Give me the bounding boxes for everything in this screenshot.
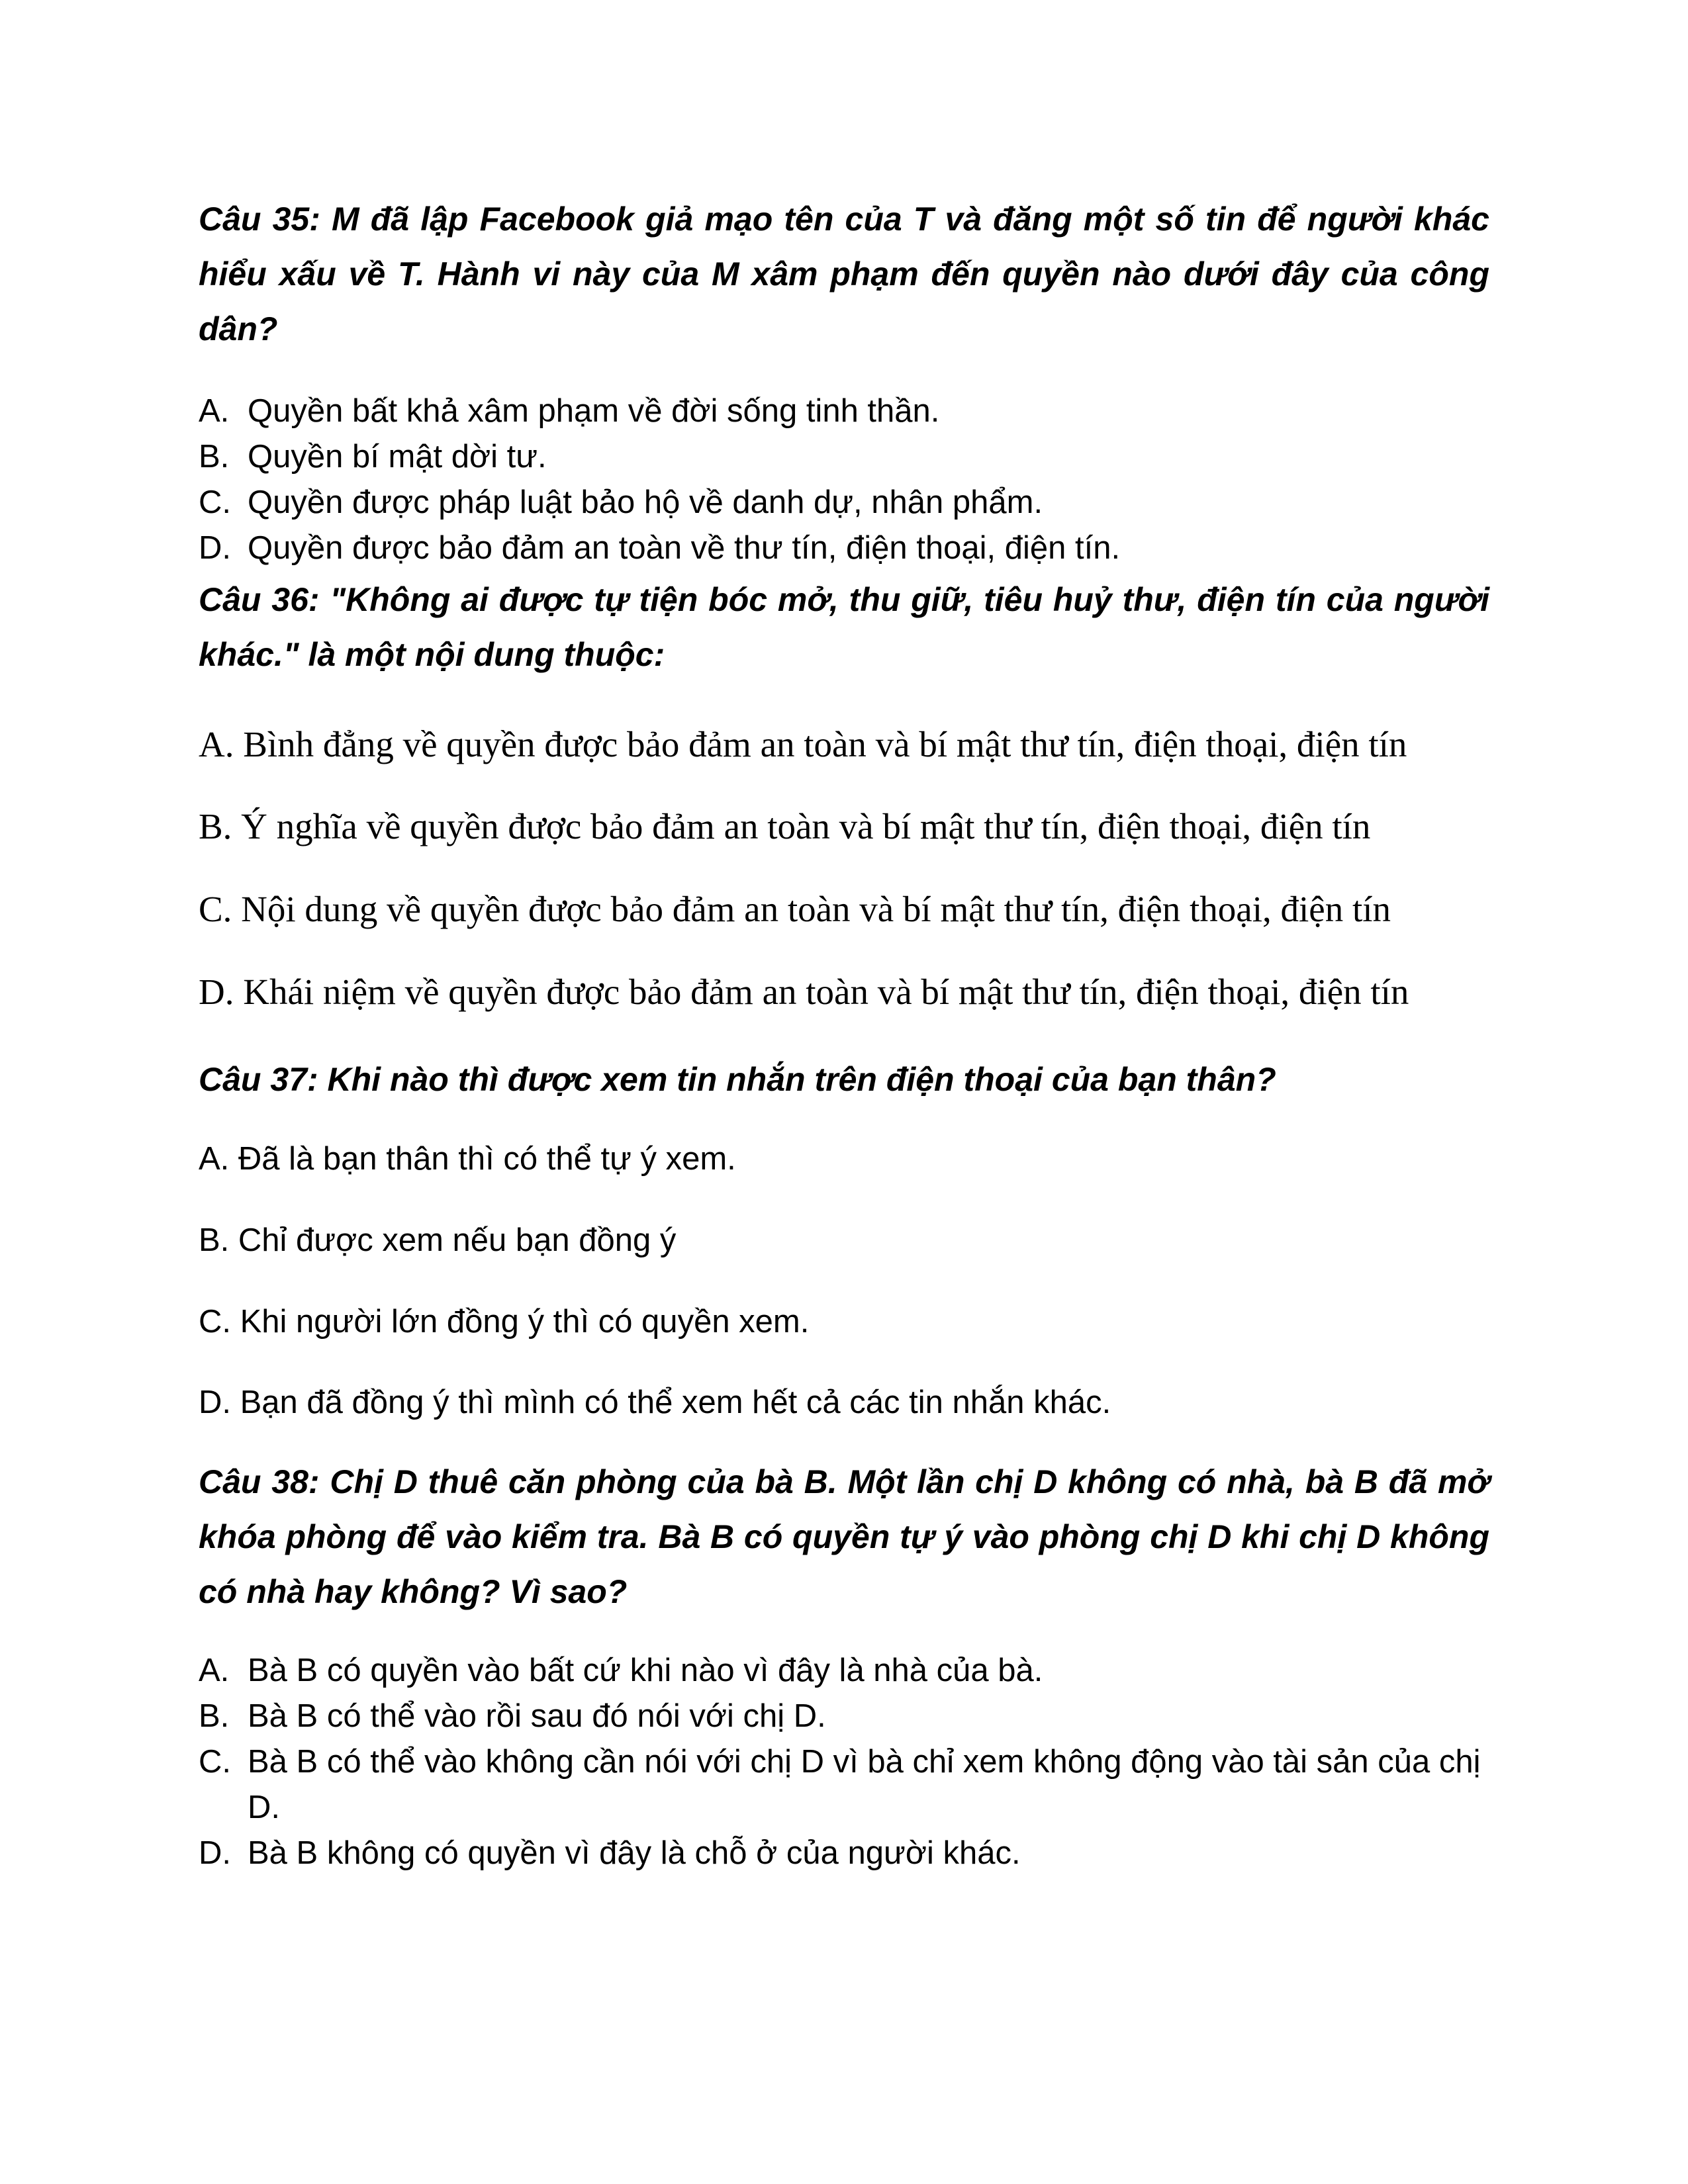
question-36: Câu 36: "Không ai được tự tiện bóc mở, thu giữ, tiêu huỷ thư, điện tín của người khác." là một nội dung thuộc:: [199, 581, 1489, 673]
option-label: C.: [199, 484, 231, 520]
question-36-option-c: C. Nội dung về quyền được bảo đảm an toàn và bí mật thư tín, điện thoại, điện tín: [199, 889, 1391, 929]
question-37-option-b: B. Chỉ được xem nếu bạn đồng ý: [199, 1222, 677, 1258]
option-text: Bà B có quyền vào bất cứ khi nào vì đây là nhà của bà.: [248, 1653, 1043, 1688]
question-36-option-d: D. Khái niệm về quyền được bảo đảm an toàn và bí mật thư tín, điện thoại, điện tín: [199, 972, 1409, 1012]
option-text: Bà B không có quyền vì đây là chỗ ở của người khác.: [248, 1835, 1021, 1871]
question-36-option-a: A. Bình đẳng về quyền được bảo đảm an toàn và bí mật thư tín, điện thoại, điện tín: [199, 724, 1407, 764]
option-b: [199, 1694, 1489, 1739]
option-label: A.: [199, 1653, 230, 1688]
option-a: [199, 1648, 1489, 1694]
question-38: Câu 38: Chị D thuê căn phòng của bà B. Một lần chị D không có nhà, bà B đã mở khóa phòng để vào kiểm tra. Bà B có quyền tự ý vào phòng chị D khi chị D không có nhà hay không? Vì sao?: [199, 1463, 1489, 1610]
question-37-option-d: D. Bạn đã đồng ý thì mình có thể xem hết cả các tin nhắn khác.: [199, 1385, 1111, 1420]
option-text: Quyền được bảo đảm an toàn về thư tín, điện thoại, điện tín.: [248, 530, 1121, 566]
option-text: Quyền bí mật dời tư.: [248, 439, 547, 475]
option-label: C.: [199, 1744, 231, 1780]
option-label: D.: [199, 530, 231, 566]
question-35: Câu 35: M đã lập Facebook giả mạo tên của T và đăng một số tin để người khác hiểu xấu về T. Hành vi này của M xâm phạm đến quyền nào dưới đây của công dân?: [199, 201, 1489, 347]
option-b: [199, 434, 1489, 480]
option-label: B.: [199, 1698, 230, 1734]
option-text: Bà B có thể vào rồi sau đó nói với chị D.: [248, 1698, 826, 1734]
option-label: B.: [199, 439, 230, 475]
option-label: D.: [199, 1835, 231, 1871]
option-text: Quyền được pháp luật bảo hộ về danh dự, nhân phẩm.: [248, 484, 1043, 520]
option-label: A.: [199, 393, 230, 429]
option-d: [199, 1831, 1489, 1876]
option-text: Quyền bất khả xâm phạm về đời sống tinh thần.: [248, 393, 940, 429]
question-38-options: [199, 1648, 1489, 1876]
question-37: Câu 37: Khi nào thì được xem tin nhắn trên điện thoại của bạn thân?: [199, 1061, 1276, 1098]
question-35-options: [199, 388, 1489, 571]
question-37-option-a: A. Đã là bạn thân thì có thể tự ý xem.: [199, 1141, 736, 1177]
option-text: Bà B có thể vào không cần nói với chị D vì bà chỉ xem không động vào tài sản của chị D.: [248, 1744, 1481, 1825]
question-37-option-c: C. Khi người lớn đồng ý thì có quyền xem.: [199, 1304, 810, 1340]
option-d: [199, 525, 1489, 571]
question-36-option-b: B. Ý nghĩa về quyền được bảo đảm an toàn và bí mật thư tín, điện thoại, điện tín: [199, 806, 1371, 846]
option-c: [199, 1739, 1489, 1831]
option-a: [199, 388, 1489, 434]
option-c: [199, 480, 1489, 525]
